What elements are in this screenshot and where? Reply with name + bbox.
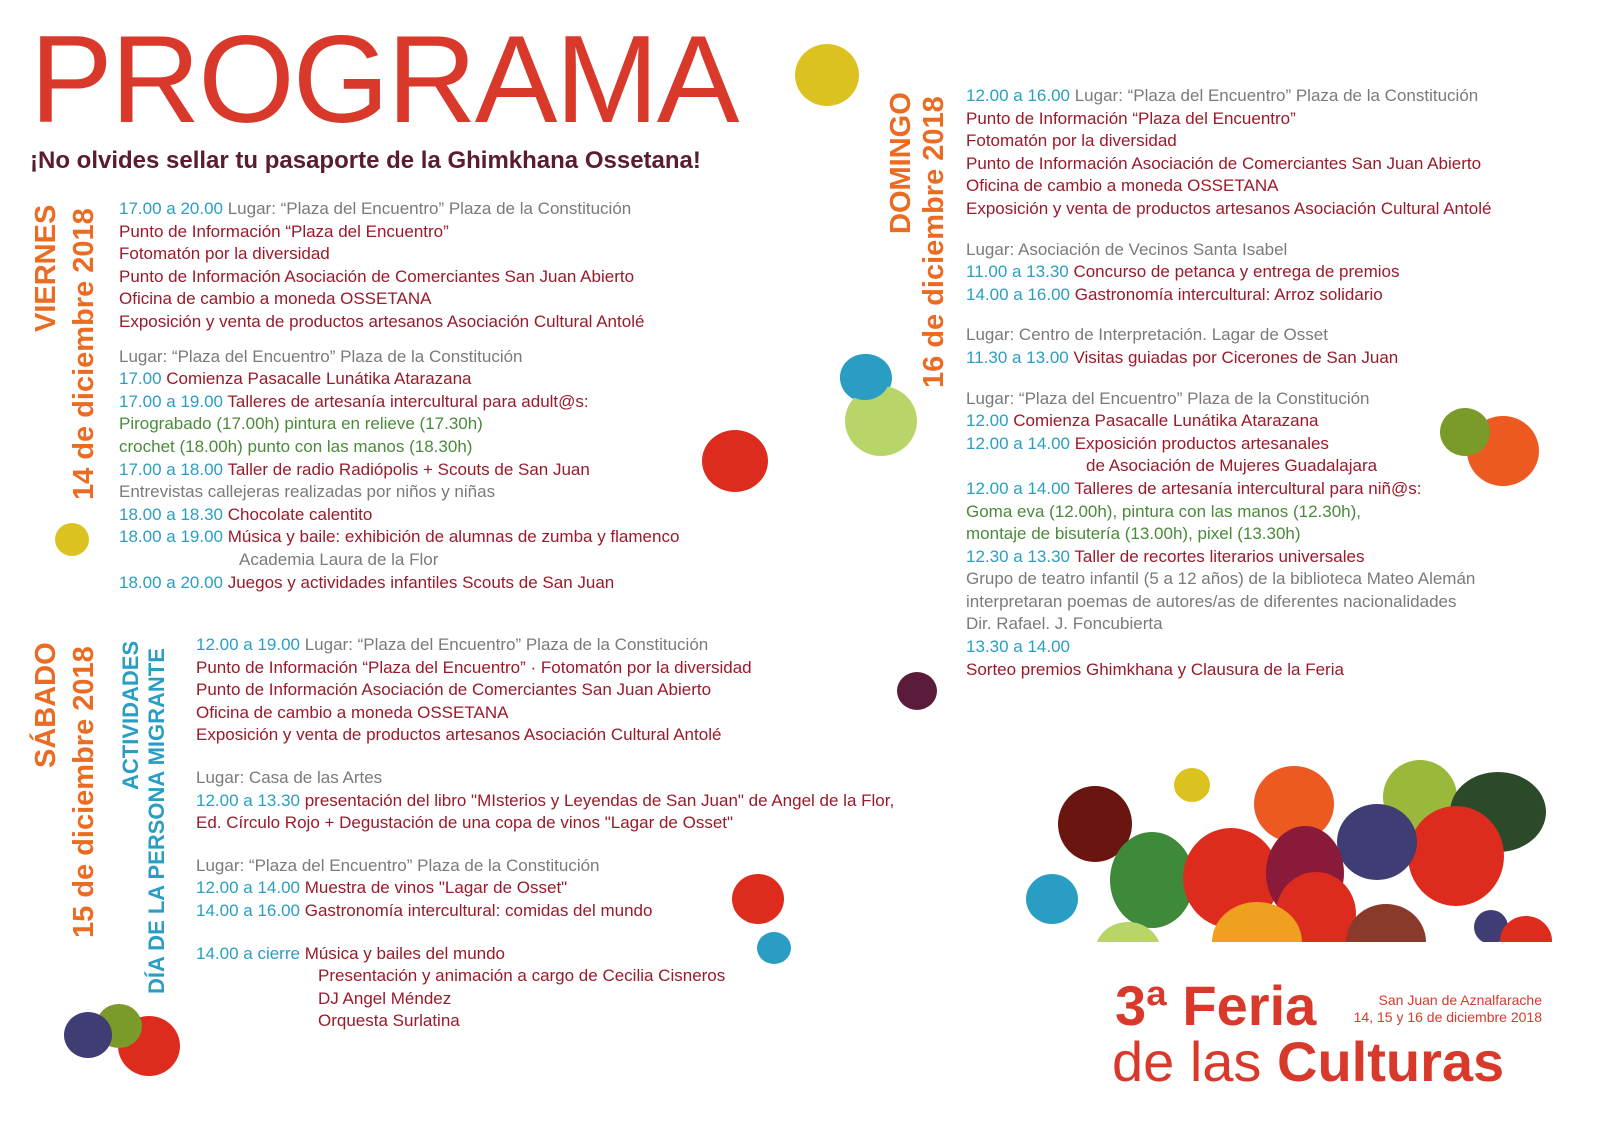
schedule-line xyxy=(966,388,1491,411)
feria-dates: 14, 15 y 16 de diciembre 2018 xyxy=(1353,1009,1542,1025)
schedule-time: 12.00 a 14.00 xyxy=(966,478,1075,498)
decorative-dot-plum xyxy=(897,672,937,710)
schedule-line xyxy=(966,108,1491,131)
decorative-dot-blue xyxy=(840,354,890,400)
decorative-dot-red xyxy=(702,430,768,492)
schedule-text: Lugar: Asociación de Vecinos Santa Isabel xyxy=(966,239,1288,259)
schedule-line xyxy=(966,410,1491,433)
schedule-text: Talleres de artesanía intercultural para adult@s: xyxy=(227,391,589,411)
schedule-line xyxy=(966,568,1491,591)
schedule-line xyxy=(966,324,1491,347)
schedule-line xyxy=(196,965,894,988)
schedule-text: presentación del libro "MIsterios y Leyendas de San Juan" de Angel de la Flor, xyxy=(304,790,895,810)
feria-place-dates xyxy=(1354,992,1542,1026)
schedule-line xyxy=(196,790,894,813)
schedule-line xyxy=(196,1010,894,1033)
schedule-line xyxy=(966,85,1491,108)
schedule-line xyxy=(966,501,1491,524)
schedule-text: Punto de Información Asociación de Comerciantes San Juan Abierto xyxy=(196,680,712,700)
schedule-line xyxy=(196,724,894,747)
schedule-line xyxy=(196,812,894,835)
schedule-text: Oficina de cambio a moneda OSSETANA xyxy=(119,289,432,309)
viernes-schedule xyxy=(119,198,679,594)
schedule-time: 12.00 a 14.00 xyxy=(966,433,1075,453)
schedule-line xyxy=(119,436,679,459)
schedule-text: Academia Laura de la Flor xyxy=(239,549,439,569)
schedule-text: montaje de bisutería (13.00h), pixel (13.30h) xyxy=(966,524,1301,544)
schedule-text: Concurso de petanca y entrega de premios xyxy=(1073,262,1400,282)
schedule-time: 12.30 a 13.30 xyxy=(966,546,1075,566)
schedule-line xyxy=(966,433,1491,456)
schedule-text: Oficina de cambio a moneda OSSETANA xyxy=(966,176,1279,196)
schedule-time: 17.00 a 19.00 xyxy=(119,391,228,411)
sabado-schedule xyxy=(196,634,894,1033)
schedule-text: Comienza Pasacalle Lunátika Atarazana xyxy=(166,369,472,389)
schedule-line xyxy=(966,523,1491,546)
schedule-text: Goma eva (12.00h), pintura con las manos (12.30h), xyxy=(966,501,1361,521)
schedule-text: Pirograbado (17.00h) pintura en relieve (17.30h) xyxy=(119,414,483,434)
feria-title-de-las: de las xyxy=(1112,1030,1277,1093)
schedule-text: Visitas guiadas por Cicerones de San Juan xyxy=(1073,347,1399,367)
page-title: PROGRAMA xyxy=(30,11,738,149)
schedule-line xyxy=(119,526,679,549)
schedule-line xyxy=(119,266,679,289)
schedule-text: DJ Angel Méndez xyxy=(318,988,452,1008)
schedule-line xyxy=(196,679,894,702)
schedule-line xyxy=(196,855,894,878)
domingo-date-label: 16 de diciembre 2018 xyxy=(918,96,950,388)
schedule-line xyxy=(119,549,679,572)
decorative-dot-indigo xyxy=(64,1012,112,1058)
domingo-schedule xyxy=(966,85,1491,681)
schedule-line xyxy=(196,900,894,923)
schedule-text: Lugar: “Plaza del Encuentro” Plaza de la Constitución xyxy=(966,388,1370,408)
schedule-text: Muestra de vinos "Lagar de Osset" xyxy=(304,878,568,898)
schedule-line xyxy=(966,546,1491,569)
schedule-line xyxy=(196,657,894,680)
schedule-time: 12.00 a 14.00 xyxy=(196,878,305,898)
schedule-line xyxy=(119,413,679,436)
schedule-text: Punto de Información “Plaza del Encuentro” xyxy=(966,108,1296,128)
schedule-line xyxy=(119,288,679,311)
schedule-text: Grupo de teatro infantil (5 a 12 años) de la biblioteca Mateo Alemán xyxy=(966,569,1476,589)
viernes-day-label: VIERNES xyxy=(30,204,62,332)
schedule-text: Música y baile: exhibición de alumnas de zumba y flamenco xyxy=(227,527,680,547)
schedule-time: 14.00 a 16.00 xyxy=(196,900,305,920)
schedule-text: Punto de Información “Plaza del Encuentro” · Fotomatón por la diversidad xyxy=(196,657,752,677)
schedule-line xyxy=(966,284,1491,307)
schedule-text: Lugar: “Plaza del Encuentro” Plaza de la Constitución xyxy=(119,346,523,366)
schedule-line xyxy=(119,572,679,595)
schedule-line xyxy=(966,306,1491,324)
schedule-line xyxy=(966,221,1491,239)
schedule-time: 14.00 a 16.00 xyxy=(966,284,1075,304)
schedule-text: Orquesta Surlatina xyxy=(318,1011,460,1031)
dia-persona-migrante-label: DÍA DE LA PERSONA MIGRANTE xyxy=(144,648,169,994)
schedule-text: Ed. Círculo Rojo + Degustación de una copa de vinos "Lagar de Osset" xyxy=(196,813,734,833)
schedule-text: Punto de Información “Plaza del Encuentro” xyxy=(119,221,449,241)
feria-title-culturas: Culturas xyxy=(1277,1030,1505,1093)
feria-title-line2 xyxy=(1112,1030,1505,1093)
schedule-line xyxy=(966,591,1491,614)
schedule-text: Lugar: Centro de Interpretación. Lagar de Osset xyxy=(966,325,1328,345)
schedule-time: 18.00 a 19.00 xyxy=(119,527,228,547)
schedule-line xyxy=(966,175,1491,198)
schedule-line xyxy=(119,198,679,221)
schedule-text: Fotomatón por la diversidad xyxy=(119,244,330,264)
schedule-line xyxy=(966,636,1491,659)
schedule-time: 12.00 a 13.30 xyxy=(196,790,305,810)
schedule-text: Talleres de artesanía intercultural para niñ@s: xyxy=(1074,478,1422,498)
schedule-line xyxy=(119,334,679,346)
schedule-line xyxy=(196,988,894,1011)
actividades-label: ACTIVIDADES xyxy=(118,640,143,790)
schedule-line xyxy=(966,130,1491,153)
schedule-line xyxy=(119,459,679,482)
schedule-text: Lugar: “Plaza del Encuentro” Plaza de la Constitución xyxy=(196,855,600,875)
schedule-time: 18.00 a 20.00 xyxy=(119,572,228,592)
schedule-line xyxy=(196,923,894,943)
schedule-text: Lugar: “Plaza del Encuentro” Plaza de la Constitución xyxy=(1074,86,1479,105)
schedule-line xyxy=(119,311,679,334)
schedule-text: Lugar: Casa de las Artes xyxy=(196,767,383,787)
schedule-text: Lugar: “Plaza del Encuentro” Plaza de la Constitución xyxy=(227,199,632,218)
feria-place: San Juan de Aznalfarache xyxy=(1378,992,1542,1008)
schedule-time: 13.30 a 14.00 xyxy=(966,637,1070,657)
schedule-text: Fotomatón por la diversidad xyxy=(966,131,1177,151)
schedule-text: Punto de Información Asociación de Comerciantes San Juan Abierto xyxy=(119,266,635,286)
schedule-text: Comienza Pasacalle Lunátika Atarazana xyxy=(1013,411,1319,431)
schedule-line xyxy=(966,659,1491,682)
schedule-time: 17.00 a 20.00 xyxy=(119,199,228,218)
schedule-time: 17.00 xyxy=(119,369,167,389)
schedule-text: interpretaran poemas de autores/as de diferentes nacionalidades xyxy=(966,591,1457,611)
schedule-text: Exposición y venta de productos artesanos Asociación Cultural Antolé xyxy=(966,198,1492,218)
sabado-date-label: 15 de diciembre 2018 xyxy=(68,646,100,938)
viernes-date-label: 14 de diciembre 2018 xyxy=(68,208,100,500)
schedule-line xyxy=(196,702,894,725)
schedule-text: Presentación y animación a cargo de Cecilia Cisneros xyxy=(318,966,726,986)
schedule-line xyxy=(966,153,1491,176)
schedule-line xyxy=(196,877,894,900)
schedule-text: crochet (18.00h) punto con las manos (18.30h) xyxy=(119,436,473,456)
schedule-line xyxy=(966,478,1491,501)
schedule-line xyxy=(119,504,679,527)
page-subtitle: ¡No olvides sellar tu pasaporte de la Ghimkhana Ossetana! xyxy=(30,147,701,174)
schedule-time: 17.00 a 18.00 xyxy=(119,459,228,479)
schedule-text: Exposición productos artesanales xyxy=(1074,433,1329,453)
domingo-day-label: DOMINGO xyxy=(885,92,917,234)
feria-title-line1: 3ª Feria xyxy=(1115,974,1317,1037)
schedule-text: Gastronomía intercultural: comidas del mundo xyxy=(304,900,653,920)
schedule-line xyxy=(119,346,679,369)
schedule-line xyxy=(119,391,679,414)
schedule-line xyxy=(119,243,679,266)
schedule-line xyxy=(196,835,894,855)
schedule-text: Exposición y venta de productos artesanos Asociación Cultural Antolé xyxy=(196,725,722,745)
schedule-time: 12.00 a 16.00 xyxy=(966,86,1075,105)
schedule-line xyxy=(966,239,1491,262)
schedule-text: Música y bailes del mundo xyxy=(304,943,506,963)
schedule-time: 11.30 a 13.00 xyxy=(966,347,1074,367)
schedule-text: de Asociación de Mujeres Guadalajara xyxy=(1086,456,1378,476)
decorative-dot-yellow xyxy=(55,523,89,556)
schedule-text: Gastronomía intercultural: Arroz solidario xyxy=(1074,284,1383,304)
sabado-day-label: SÁBADO xyxy=(30,642,62,768)
schedule-time: 12.00 a 19.00 xyxy=(196,635,305,654)
schedule-line xyxy=(966,198,1491,221)
schedule-text: Taller de recortes literarios universales xyxy=(1074,546,1365,566)
schedule-line xyxy=(196,747,894,767)
schedule-text: Entrevistas callejeras realizadas por niños y niñas xyxy=(119,482,496,502)
schedule-time: 14.00 a cierre xyxy=(196,943,305,963)
schedule-text: Taller de radio Radiópolis + Scouts de San Juan xyxy=(227,459,590,479)
schedule-text: Sorteo premios Ghimkhana y Clausura de la Feria xyxy=(966,659,1344,679)
schedule-text: Juegos y actividades infantiles Scouts de San Juan xyxy=(227,572,615,592)
schedule-line xyxy=(196,943,894,966)
schedule-text: Oficina de cambio a moneda OSSETANA xyxy=(196,702,509,722)
schedule-line xyxy=(196,767,894,790)
schedule-line xyxy=(966,347,1491,370)
schedule-line xyxy=(966,613,1491,636)
schedule-line xyxy=(966,370,1491,388)
schedule-time: 18.00 a 18.30 xyxy=(119,504,228,524)
schedule-time: 11.00 a 13.30 xyxy=(966,262,1074,282)
schedule-text: Punto de Información Asociación de Comerciantes San Juan Abierto xyxy=(966,153,1482,173)
decorative-dot-yellow xyxy=(795,44,859,106)
schedule-line xyxy=(966,261,1491,284)
schedule-time: 12.00 xyxy=(966,411,1014,431)
schedule-line xyxy=(119,368,679,391)
schedule-text: Exposición y venta de productos artesanos Asociación Cultural Antolé xyxy=(119,311,645,331)
schedule-line xyxy=(119,221,679,244)
schedule-text: Lugar: “Plaza del Encuentro” Plaza de la Constitución xyxy=(304,635,709,654)
schedule-line xyxy=(196,634,894,657)
schedule-line xyxy=(966,455,1491,478)
schedule-line xyxy=(119,481,679,504)
schedule-text: Dir. Rafael. J. Foncubierta xyxy=(966,614,1163,634)
schedule-text: Chocolate calentito xyxy=(227,504,373,524)
